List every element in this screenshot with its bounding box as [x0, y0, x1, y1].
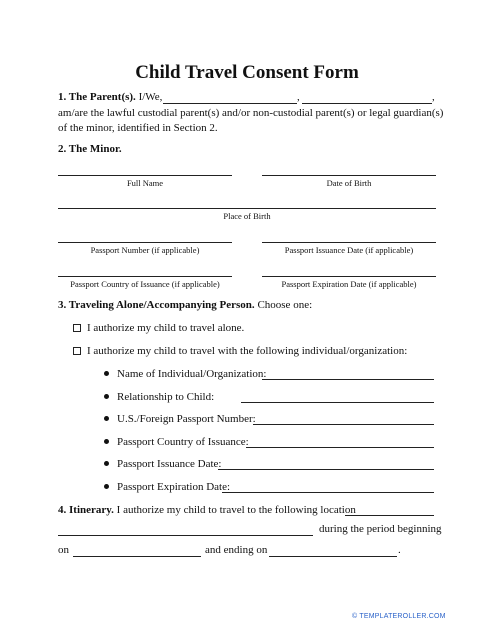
- bullet-icon: [104, 461, 109, 466]
- bullet-icon: [104, 371, 109, 376]
- place-of-birth-field[interactable]: [58, 208, 436, 209]
- passport-expiration-label: Passport Expiration Date (if applicable): [281, 279, 417, 289]
- parent-name-2-field[interactable]: [302, 103, 432, 104]
- relationship-label: Relationship to Child:: [117, 391, 215, 403]
- copyright-icon: ©: [352, 613, 358, 620]
- section-1-line-1: [58, 89, 162, 105]
- passport-expiration-field[interactable]: [262, 276, 436, 277]
- companion-passport-number-label: U.S./Foreign Passport Number:: [117, 413, 256, 425]
- full-name-field[interactable]: [58, 175, 232, 176]
- destination-field-1[interactable]: [345, 515, 434, 516]
- comma-1: ,: [297, 91, 300, 103]
- travel-alone-checkbox[interactable]: [73, 324, 81, 332]
- destination-field-2[interactable]: [58, 535, 313, 536]
- companion-name-label: Name of Individual/Organization:: [117, 368, 267, 380]
- companion-issuance-date-label: Passport Issuance Date:: [117, 458, 222, 470]
- page-title: Child Travel Consent Form: [135, 62, 359, 83]
- bullet-icon: [104, 439, 109, 444]
- section-4-ending: and ending on: [205, 544, 268, 556]
- section-3-instruction: Choose one:: [257, 299, 313, 311]
- passport-number-field[interactable]: [58, 242, 232, 243]
- relationship-field[interactable]: [241, 402, 434, 403]
- companion-expiration-date-field[interactable]: [222, 492, 434, 493]
- passport-issuance-date-label: Passport Issuance Date (if applicable): [284, 245, 414, 255]
- full-name-label: Full Name: [126, 178, 164, 188]
- start-date-field[interactable]: [73, 556, 201, 557]
- section-1-intro: I/We,: [138, 91, 163, 103]
- travel-alone-label: I authorize my child to travel alone.: [87, 322, 245, 334]
- companion-passport-country-label: Passport Country of Issuance:: [117, 436, 249, 448]
- section-4-line-1: [58, 502, 356, 518]
- parent-name-1-field[interactable]: [163, 103, 297, 104]
- date-of-birth-field[interactable]: [262, 175, 436, 176]
- date-of-birth-label: Date of Birth: [326, 178, 372, 188]
- companion-expiration-date-label: Passport Expiration Date:: [117, 481, 231, 493]
- section-4-heading: 4. Itinerary.: [58, 504, 114, 516]
- passport-country-field[interactable]: [58, 276, 232, 277]
- footer-brand[interactable]: [352, 613, 446, 620]
- section-4-period: .: [398, 544, 401, 556]
- passport-country-label: Passport Country of Issuance (if applicable): [70, 279, 220, 289]
- companion-passport-number-field[interactable]: [253, 424, 434, 425]
- section-4-text-2: during the period beginning: [319, 523, 442, 535]
- section-3-heading: 3. Traveling Alone/Accompanying Person.: [58, 299, 255, 311]
- section-2-heading: 2. The Minor.: [58, 143, 122, 155]
- end-date-field[interactable]: [269, 556, 397, 557]
- companion-name-field[interactable]: [262, 379, 434, 380]
- travel-with-checkbox[interactable]: [73, 347, 81, 355]
- bullet-icon: [104, 484, 109, 489]
- section-4-on: on: [58, 544, 69, 556]
- section-4-text-1: I authorize my child to travel to the following location: [116, 504, 356, 516]
- bullet-icon: [104, 416, 109, 421]
- section-1-line-2: am/are the lawful custodial parent(s) and/or non-custodial parent(s) or legal guardian(s): [58, 107, 444, 119]
- passport-issuance-date-field[interactable]: [262, 242, 436, 243]
- place-of-birth-label: Place of Birth: [223, 211, 271, 221]
- section-1-heading: 1. The Parent(s).: [58, 91, 136, 103]
- companion-passport-country-field[interactable]: [246, 447, 434, 448]
- bullet-icon: [104, 394, 109, 399]
- section-3-line: [58, 297, 312, 313]
- travel-with-label: I authorize my child to travel with the following individual/organization:: [87, 345, 408, 357]
- companion-issuance-date-field[interactable]: [218, 469, 434, 470]
- section-1-line-3: of the minor, identified in Section 2.: [58, 122, 218, 134]
- comma-2: ,: [432, 91, 435, 103]
- footer-text: TEMPLATEROLLER.COM: [359, 613, 446, 620]
- passport-number-label: Passport Number (if applicable): [90, 245, 200, 255]
